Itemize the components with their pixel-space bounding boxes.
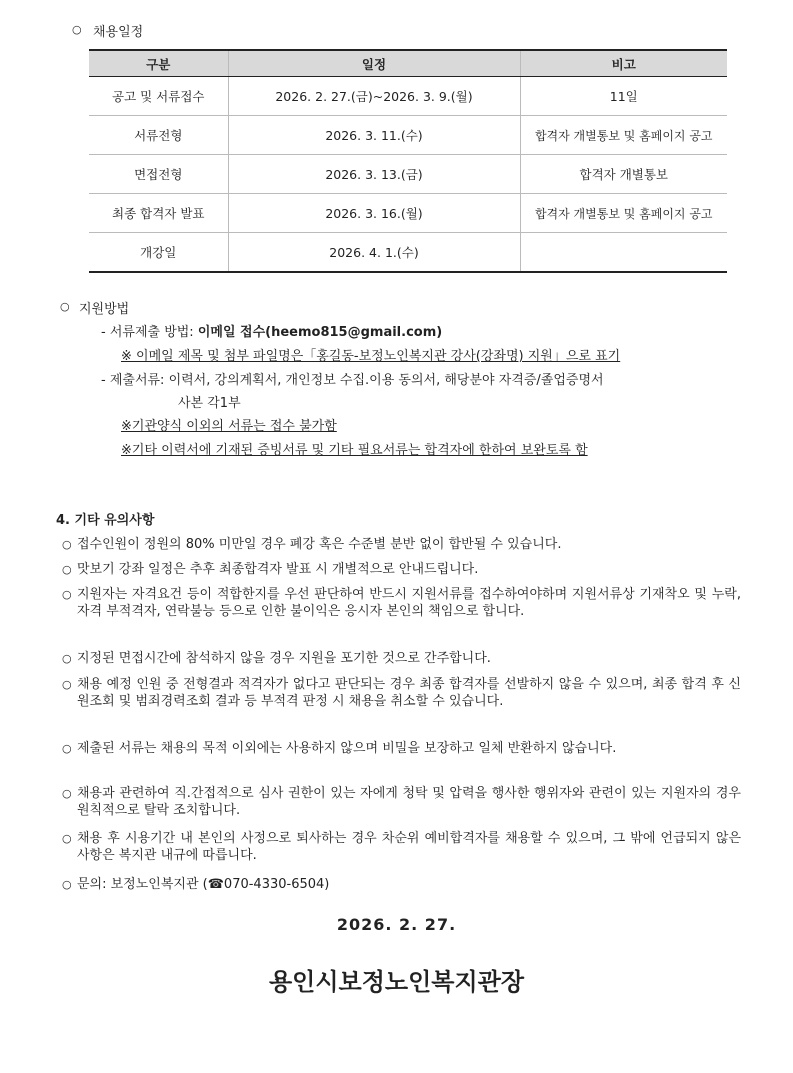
organization-name: 용인시보정노인복지관장 xyxy=(268,968,525,996)
table-cell: 2026. 4. 1.(수) xyxy=(228,233,520,273)
list-item: ○ 지원자는 자격요건 등이 적합한지를 우선 판단하여 반드시 지원서류를 접수하여야하며 지원서류상 기재착오 및 누락, 자격 부적격자, 연락불능 등으로 인한 불이익은 응시자 본인의 책임으로 합니다. xyxy=(62,587,741,619)
bullet-icon: ○ xyxy=(62,787,72,800)
list-item: ○ 접수인원이 정원의 80% 미만일 경우 폐강 혹은 수준별 분반 없이 합반될 수 있습니다. xyxy=(62,537,562,552)
schedule-table xyxy=(89,49,727,273)
column-header: 일정 xyxy=(228,50,520,77)
table-row xyxy=(89,77,727,116)
submit-method-value: 이메일 접수 xyxy=(197,325,266,340)
list-item: ○ 채용 후 시용기간 내 본인의 사정으로 퇴사하는 경우 차순위 예비합격자를 채용할 수 있으며, 그 밖에 언급되지 않은 사항은 복지관 내규에 따릅니다. xyxy=(62,831,741,863)
table-cell: 합격자 개별통보 및 홈페이지 공고 xyxy=(520,194,727,233)
documents-line: - 제출서류: 이력서, 강의계획서, 개인정보 수집.이용 동의서, 해당분야 자격증/졸업증명서 xyxy=(101,373,604,388)
supplement-note: ※기타 이력서에 기재된 증빙서류 및 기타 필요서류는 합격자에 한하여 보완토록 함 xyxy=(121,443,588,458)
table-cell: 2026. 3. 11.(수) xyxy=(228,116,520,155)
notes-heading: 4. 기타 유의사항 xyxy=(56,513,155,528)
submit-method-label: - 서류제출 방법: xyxy=(101,325,198,340)
bullet-icon: ○ xyxy=(62,878,72,891)
bullet-icon: ○ xyxy=(62,832,72,845)
table-cell: 개강일 xyxy=(89,233,228,273)
table-cell: 공고 및 서류접수 xyxy=(89,77,228,116)
bullet-icon: ○ xyxy=(62,538,72,551)
column-header: 구분 xyxy=(89,50,228,77)
table-cell xyxy=(520,233,727,273)
table-cell: 2026. 3. 13.(금) xyxy=(228,155,520,194)
bullet-icon: ○ xyxy=(62,563,72,576)
submit-method-line xyxy=(101,321,442,340)
submit-email: (heemo815@gmail.com) xyxy=(265,325,443,340)
column-header: 비고 xyxy=(520,50,727,77)
table-row xyxy=(89,194,727,233)
bullet-icon: ○ xyxy=(62,588,72,601)
list-item: ○ 제출된 서류는 채용의 목적 이외에는 사용하지 않으며 비밀을 보장하고 일체 반환하지 않습니다. xyxy=(62,741,617,756)
table-cell: 11일 xyxy=(520,77,727,116)
bullet-icon: ○ xyxy=(72,23,82,36)
table-row xyxy=(89,155,727,194)
table-cell: 합격자 개별통보 및 홈페이지 공고 xyxy=(520,116,727,155)
table-cell: 면접전형 xyxy=(89,155,228,194)
email-title-note: ※ 이메일 제목 및 첨부 파일명은「홍길동-보정노인복지관 강사(강좌명) 지원」으로 표기 xyxy=(121,349,621,364)
document-date: 2026. 2. 27. xyxy=(336,915,457,934)
list-item: ○ 맛보기 강좌 일정은 추후 최종합격자 발표 시 개별적으로 안내드립니다. xyxy=(62,562,479,577)
table-cell: 2026. 3. 16.(월) xyxy=(228,194,520,233)
table-cell: 합격자 개별통보 xyxy=(520,155,727,194)
bullet-icon: ○ xyxy=(62,652,72,665)
table-cell: 2026. 2. 27.(금)~2026. 3. 9.(월) xyxy=(228,77,520,116)
table-row xyxy=(89,233,727,273)
list-item: ○ 채용 예정 인원 중 전형결과 적격자가 없다고 판단되는 경우 최종 합격자를 선발하지 않을 수 있으며, 최종 합격 후 신원조회 및 범죄경력조회 결과 등 부적격 판정 시 채용을 취소할 수 있습니다. xyxy=(62,677,741,709)
bullet-icon: ○ xyxy=(62,678,72,691)
table-row xyxy=(89,116,727,155)
list-item: ○ 채용과 관련하여 직.간접적으로 심사 권한이 있는 자에게 청탁 및 압력을 행사한 행위자와 관련이 있는 지원자의 경우 원칙적으로 탈락 조치합니다. xyxy=(62,786,741,818)
apply-heading: 지원방법 xyxy=(79,302,130,317)
documents-line-cont: 사본 각1부 xyxy=(178,396,241,411)
schedule-heading: 채용일정 xyxy=(93,25,144,40)
table-cell: 최종 합격자 발표 xyxy=(89,194,228,233)
list-item: ○ 문의: 보정노인복지관 (☎070-4330-6504) xyxy=(62,877,330,892)
bullet-icon: ○ xyxy=(60,300,70,313)
table-cell: 서류전형 xyxy=(89,116,228,155)
form-note: ※기관양식 이외의 서류는 접수 불가함 xyxy=(121,419,337,434)
bullet-icon: ○ xyxy=(62,742,72,755)
list-item: ○ 지정된 면접시간에 참석하지 않을 경우 지원을 포기한 것으로 간주합니다. xyxy=(62,651,491,666)
